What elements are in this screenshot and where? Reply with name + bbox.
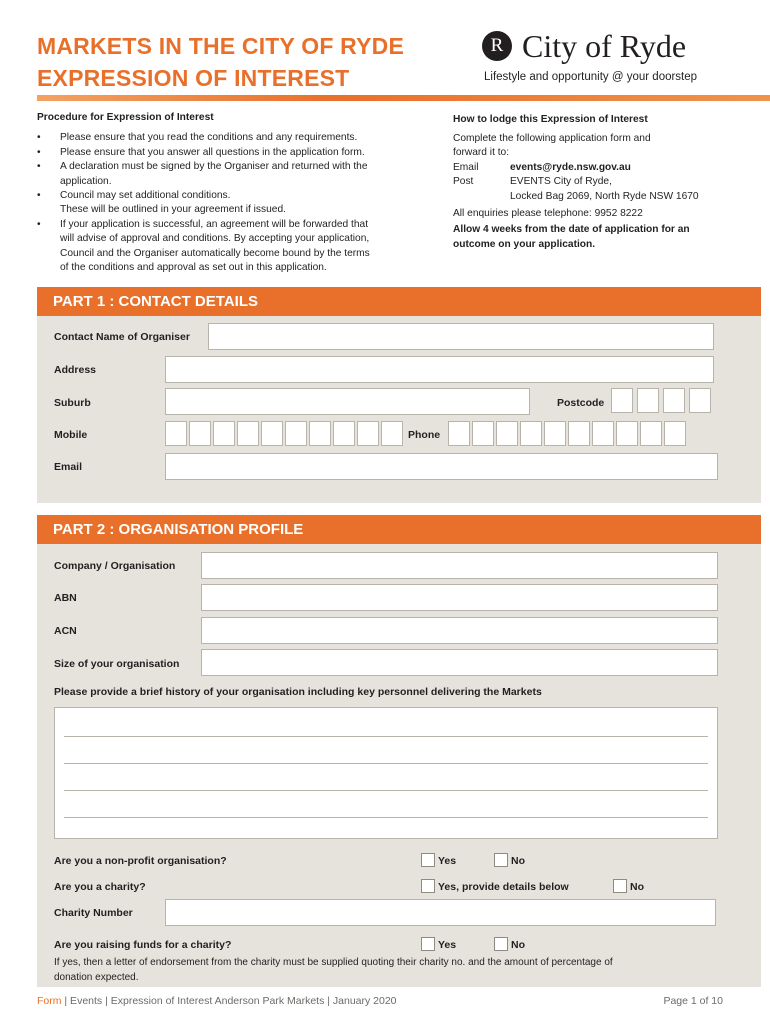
lodge-allow: outcome on your application. bbox=[453, 238, 596, 250]
nonprofit-no-checkbox[interactable] bbox=[494, 853, 508, 867]
mobile-digit-field[interactable] bbox=[333, 421, 355, 446]
history-label: Please provide a brief history of your organisation including key personnel delivering the Markets bbox=[54, 686, 542, 698]
footer-details: | Events | Expression of Interest Anderson Park Markets | January 2020 bbox=[61, 995, 397, 1007]
nonprofit-yes-checkbox[interactable] bbox=[421, 853, 435, 867]
header-divider bbox=[37, 95, 770, 101]
company-label: Company / Organisation bbox=[54, 560, 176, 572]
procedure-heading: Procedure for Expression of Interest bbox=[37, 112, 214, 123]
raising-no-label: No bbox=[511, 939, 525, 951]
mobile-digit-field[interactable] bbox=[285, 421, 307, 446]
phone-digit-field[interactable] bbox=[592, 421, 614, 446]
post-address-line: EVENTS City of Ryde, bbox=[510, 176, 612, 188]
size-field[interactable] bbox=[201, 649, 718, 676]
procedure-item bbox=[37, 160, 437, 189]
title-line-1: MARKETS IN THE CITY OF RYDE bbox=[37, 33, 405, 59]
lodge-post-label: Post bbox=[453, 176, 474, 188]
history-textarea[interactable] bbox=[54, 707, 718, 839]
postcode-digit-field[interactable] bbox=[689, 388, 711, 413]
procedure-item-text: • A declaration must be signed by the Organiser and returned with the bbox=[60, 161, 368, 173]
form-title bbox=[37, 30, 404, 94]
phone-digit-field[interactable] bbox=[496, 421, 518, 446]
raising-yes-checkbox[interactable] bbox=[421, 937, 435, 951]
writing-line bbox=[64, 790, 708, 791]
acn-label: ACN bbox=[54, 625, 77, 637]
procedure-item bbox=[37, 131, 437, 145]
raising-no-checkbox[interactable] bbox=[494, 937, 508, 951]
charity-yes-checkbox[interactable] bbox=[421, 879, 435, 893]
email-label: Email bbox=[54, 461, 83, 473]
phone-label: Phone bbox=[408, 429, 441, 441]
raising-question: Are you raising funds for a charity? bbox=[54, 939, 232, 951]
nonprofit-no-label: No bbox=[511, 855, 525, 867]
page-number: Page 1 of 10 bbox=[663, 995, 723, 1007]
nonprofit-question: Are you a non-profit organisation? bbox=[54, 855, 227, 867]
post-address-line: Locked Bag 2069, North Ryde NSW 1670 bbox=[510, 190, 699, 202]
procedure-item-text: These will be outlined in your agreement if issued. bbox=[60, 204, 286, 216]
mobile-digit-field[interactable] bbox=[261, 421, 283, 446]
abn-field[interactable] bbox=[201, 584, 718, 611]
lodge-allow: Allow 4 weeks from the date of application for an bbox=[453, 224, 690, 236]
procedure-item-text: • Council may set additional conditions. bbox=[60, 190, 231, 202]
lodge-email-link[interactable]: events@ryde.nsw.gov.au bbox=[510, 161, 631, 173]
lodge-intro: Complete the following application form and bbox=[453, 132, 651, 144]
suburb-field[interactable] bbox=[165, 388, 530, 415]
tagline: Lifestyle and opportunity @ your doorstep bbox=[484, 71, 698, 83]
endorsement-note-line: donation expected. bbox=[54, 971, 139, 983]
phone-digit-field[interactable] bbox=[520, 421, 542, 446]
charity-no-checkbox[interactable] bbox=[613, 879, 627, 893]
footer-form-word: Form bbox=[37, 995, 62, 1007]
procedure-item bbox=[37, 218, 437, 276]
part2-section bbox=[37, 515, 761, 987]
procedure-item-text: application. bbox=[60, 175, 112, 187]
writing-line bbox=[64, 763, 708, 764]
phone-digit-field[interactable] bbox=[640, 421, 662, 446]
lodge-post-row bbox=[453, 175, 743, 204]
city-of-ryde-logo bbox=[482, 26, 742, 66]
suburb-label: Suburb bbox=[54, 397, 91, 409]
mobile-digit-field[interactable] bbox=[381, 421, 403, 446]
lodge-heading: How to lodge this Expression of Interest bbox=[453, 114, 648, 125]
endorsement-note bbox=[54, 956, 613, 985]
part1-heading: PART 1 : CONTACT DETAILS bbox=[37, 287, 761, 316]
part2-heading: PART 2 : ORGANISATION PROFILE bbox=[37, 515, 761, 544]
procedure-item-text: will advise of approval and conditions. By accepting your application, bbox=[60, 233, 370, 245]
acn-field[interactable] bbox=[201, 617, 718, 644]
size-label: Size of your organisation bbox=[54, 658, 180, 670]
address-label: Address bbox=[54, 364, 97, 376]
postcode-digit-field[interactable] bbox=[637, 388, 659, 413]
writing-line bbox=[64, 817, 708, 818]
nonprofit-yes-label: Yes bbox=[438, 855, 457, 867]
procedure-list bbox=[37, 131, 437, 275]
endorsement-note-line: If yes, then a letter of endorsement from the charity must be supplied quoting their charity no. and the amount of percentage of bbox=[54, 957, 613, 968]
charity-no-label: No bbox=[630, 881, 644, 893]
phone-digit-field[interactable] bbox=[472, 421, 494, 446]
lodge-enquiries: All enquiries please telephone: 9952 8222 bbox=[453, 207, 643, 219]
postcode-digit-field[interactable] bbox=[611, 388, 633, 413]
procedure-block bbox=[37, 111, 437, 275]
mobile-label: Mobile bbox=[54, 429, 88, 441]
mobile-digit-field[interactable] bbox=[357, 421, 379, 446]
procedure-item-text: • If your application is successful, an agreement will be forwarded that bbox=[60, 218, 369, 230]
abn-label: ABN bbox=[54, 592, 77, 604]
lodge-post-address bbox=[510, 175, 743, 204]
logo-mark-icon: R bbox=[482, 31, 512, 61]
mobile-digit-field[interactable] bbox=[213, 421, 235, 446]
procedure-item-text: of the conditions and approval as set out in this application. bbox=[60, 262, 327, 274]
procedure-item-text: Council and the Organiser automatically become bound by the terms bbox=[60, 247, 370, 259]
raising-yes-label: Yes bbox=[438, 939, 457, 951]
phone-digit-field[interactable] bbox=[664, 421, 686, 446]
mobile-digit-field[interactable] bbox=[237, 421, 259, 446]
procedure-item bbox=[37, 146, 437, 160]
lodge-intro: forward it to: bbox=[453, 147, 510, 159]
mobile-digit-field[interactable] bbox=[189, 421, 211, 446]
procedure-item-text: Please ensure that you read the conditions and any requirements. bbox=[60, 132, 358, 144]
writing-line bbox=[64, 736, 708, 737]
charity-question: Are you a charity? bbox=[54, 881, 146, 893]
contact-name-field[interactable] bbox=[208, 323, 714, 350]
lodge-email-label: Email bbox=[453, 161, 479, 173]
mobile-digit-field[interactable] bbox=[165, 421, 187, 446]
logo-text: City of Ryde bbox=[522, 28, 687, 64]
part1-section bbox=[37, 287, 761, 503]
contact-name-label: Contact Name of Organiser bbox=[54, 331, 190, 343]
footer bbox=[37, 995, 397, 1007]
phone-digit-field[interactable] bbox=[568, 421, 590, 446]
phone-digit-field[interactable] bbox=[448, 421, 470, 446]
postcode-label: Postcode bbox=[557, 397, 605, 409]
mobile-digit-field[interactable] bbox=[309, 421, 331, 446]
email-field[interactable] bbox=[165, 453, 718, 480]
procedure-item bbox=[37, 189, 437, 218]
postcode-digit-field[interactable] bbox=[663, 388, 685, 413]
phone-digit-field[interactable] bbox=[616, 421, 638, 446]
lodge-email-row bbox=[453, 161, 743, 176]
company-field[interactable] bbox=[201, 552, 718, 579]
charity-number-field[interactable] bbox=[165, 899, 716, 926]
charity-yes-label: Yes, provide details below bbox=[438, 881, 569, 893]
lodge-block bbox=[453, 113, 743, 252]
address-field[interactable] bbox=[165, 356, 714, 383]
charity-number-label: Charity Number bbox=[54, 907, 133, 919]
procedure-item-text: Please ensure that you answer all questions in the application form. bbox=[60, 146, 365, 158]
phone-digit-field[interactable] bbox=[544, 421, 566, 446]
title-line-2: EXPRESSION OF INTEREST bbox=[37, 65, 350, 91]
